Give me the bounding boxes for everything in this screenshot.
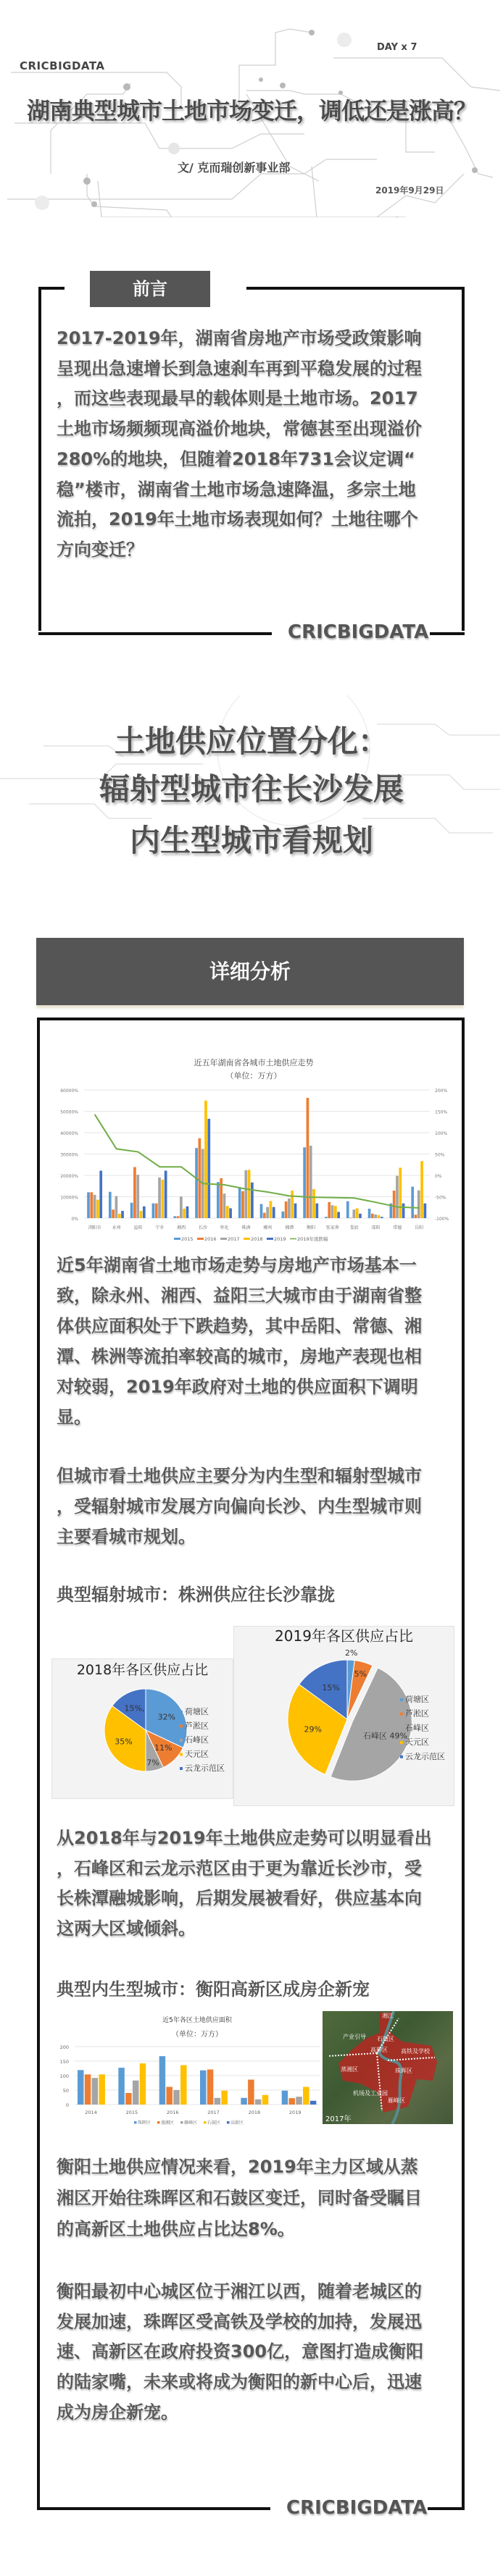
map-label: 高新区	[370, 2047, 388, 2053]
bar-2018	[96, 1200, 99, 1218]
map-label: 高铁及学校	[401, 2048, 430, 2055]
section-heading: 典型辐射城市：株洲供应往长沙靠拢	[57, 1585, 335, 1605]
pie-title: 2018年各区供应占比	[76, 1662, 209, 1678]
legend-label: 石峰区	[405, 1723, 429, 1733]
bar-2016	[155, 1204, 158, 1218]
bar-2016	[133, 1167, 136, 1218]
bar-2015	[109, 1192, 112, 1218]
text-line: 显。	[57, 1407, 91, 1427]
legend-label: 2018	[251, 1236, 263, 1242]
text-line: ，而这些表现最早的载体则是土地市场。2017	[57, 388, 418, 409]
legend-label: 2019	[274, 1236, 286, 1242]
bar-2019	[121, 1211, 124, 1218]
category-label: 2018	[248, 2110, 261, 2115]
bar-2019	[402, 1204, 405, 1218]
pie-value-label: 35%	[115, 1737, 133, 1747]
city-land-supply-chart	[43, 1054, 464, 1249]
publish-date: 2019年9月29日	[375, 185, 444, 196]
bar-2017	[158, 1178, 161, 1218]
y-tick-label: 50000%	[60, 1109, 78, 1115]
bar-珠晖区	[78, 2070, 84, 2105]
category-label: 长沙	[198, 1225, 207, 1230]
series-label: DAY x 7	[377, 42, 417, 53]
y-tick-label: 150	[59, 2059, 69, 2065]
bar-2018	[140, 1211, 143, 1218]
line-point	[418, 1207, 420, 1209]
bar-2019	[207, 1119, 210, 1218]
legend-label: 天元区	[185, 1749, 209, 1759]
line-series-change	[95, 1115, 419, 1208]
legend-label: 2015	[181, 1236, 194, 1242]
map-label: 机场及工业园	[353, 2090, 388, 2097]
y-tick-label: 50	[62, 2088, 69, 2094]
bar-2017	[353, 1209, 356, 1218]
bar-2017	[396, 1176, 399, 1218]
y-tick-label: 200	[59, 2044, 69, 2050]
legend-swatch	[180, 1725, 183, 1728]
text-line: 从2018年与2019年土地供应走势可以明显看出	[57, 1828, 432, 1848]
text-line: 流拍，2019年土地市场表现如何？土地往哪个	[57, 509, 418, 530]
line-point	[354, 1197, 355, 1199]
legend-label: 雁峰区	[184, 2120, 198, 2126]
legend-swatch	[227, 2121, 230, 2124]
text-line: 稳”楼市，湖南省土地市场急速降温，多宗土地	[57, 479, 416, 500]
line-point	[267, 1191, 269, 1193]
bar-2019	[294, 1204, 297, 1218]
bar-高新区	[310, 2101, 317, 2105]
category-label: 2016	[166, 2110, 179, 2115]
preface-box-bottom-border	[38, 632, 272, 635]
legend-label: 蒸湘区	[161, 2120, 175, 2126]
pie-value-label: 32%	[157, 1712, 176, 1722]
text-line: 呈现出急速增长到急速刹车再到平稳发展的过程	[57, 358, 422, 379]
preface-tag: 前言	[90, 271, 210, 307]
bar-2019	[424, 1204, 427, 1218]
y2-tick-label: 50%	[435, 1152, 445, 1158]
category-label: 株洲	[241, 1225, 251, 1230]
y-tick-label: 40000%	[60, 1131, 78, 1136]
bar-2018	[118, 1214, 121, 1218]
bar-蒸湘区	[288, 2098, 295, 2105]
bar-2019	[143, 1207, 146, 1218]
bar-珠晖区	[200, 2071, 207, 2105]
legend-swatch	[400, 1755, 403, 1758]
line-point	[180, 1166, 182, 1167]
brand-logo-text: CRICBIGDATA	[20, 59, 105, 72]
preface-box-bottom-border	[430, 632, 465, 635]
text-line: 潭、株洲等流拍率较高的城市，房地产表现也相	[57, 1346, 422, 1367]
bar-珠晖区	[282, 2091, 288, 2105]
bar-2016	[307, 1098, 309, 1218]
bar-2015	[217, 1182, 220, 1218]
category-label: 宁乡	[155, 1225, 165, 1230]
bar-蒸湘区	[85, 2074, 91, 2105]
bar-2015	[173, 1216, 176, 1218]
category-label: 益阳	[133, 1225, 143, 1230]
line-point	[159, 1166, 161, 1167]
pie-value-label: 15%,	[124, 1703, 145, 1713]
bar-石鼓区	[140, 2063, 146, 2105]
legend-swatch	[180, 1739, 183, 1742]
bar-2015	[346, 1201, 349, 1218]
y2-tick-label: 150%	[435, 1109, 448, 1115]
bar-珠晖区	[159, 2056, 166, 2105]
bar-2019	[229, 1208, 232, 1218]
legend-swatch	[400, 1698, 403, 1701]
bar-2019	[251, 1183, 254, 1218]
bar-雁峰区	[92, 2078, 99, 2105]
legend-label: 石鼓区	[207, 2120, 221, 2126]
bar-2018	[334, 1206, 337, 1218]
headline-line-3: 内生型城市看规划	[129, 823, 373, 858]
bar-2015	[303, 1147, 306, 1218]
hengyang-district-supply-chart	[43, 2010, 323, 2129]
y-tick-label: 0%	[71, 1217, 78, 1222]
bar-2019	[381, 1217, 383, 1218]
bar-石鼓区	[99, 2074, 105, 2105]
legend-swatch	[400, 1713, 403, 1716]
bar-2018	[312, 1189, 315, 1218]
text-line: 长株潭融城影响，后期发展被看好，供应基本向	[57, 1888, 422, 1909]
legend-label: 石峰区	[185, 1735, 209, 1745]
pie-panel-2018	[51, 1658, 233, 1799]
bar-2016	[241, 1191, 244, 1218]
text-line: 致，除永州、湘西、益阳三大城市由于湖南省整	[57, 1285, 422, 1306]
text-line: 但城市看土地供应主要分为内生型和辐射型城市	[57, 1466, 422, 1486]
article-title: 湖南典型城市土地市场变迁，调低还是涨高？	[26, 97, 476, 125]
bar-2018	[291, 1191, 294, 1218]
bar-2016	[393, 1191, 396, 1218]
bar-2016	[177, 1216, 180, 1218]
category-label: 浏阳市	[88, 1225, 101, 1230]
category-label: 怀化	[220, 1225, 229, 1230]
text-line: 的高新区土地供应占比达8%。	[57, 2219, 295, 2239]
text-line: 速、高新区在政府投资300亿，意图打造成衡阳	[57, 2341, 424, 2362]
bar-2019	[273, 1207, 275, 1218]
bar-2015	[130, 1203, 133, 1218]
bar-2018	[183, 1209, 186, 1218]
bar-蒸湘区	[166, 2087, 172, 2105]
legend-swatch	[197, 1238, 204, 1240]
legend-swatch	[180, 2121, 183, 2124]
bar-2017	[417, 1191, 420, 1218]
bar-雁峰区	[296, 2097, 302, 2105]
y2-tick-label: 200%	[435, 1088, 448, 1094]
line-point	[94, 1114, 96, 1115]
bar-2016	[199, 1138, 201, 1218]
text-line: ，受辐射城市发展方向偏向长沙、内生型城市则	[57, 1496, 422, 1516]
y2-tick-label: -50%	[435, 1195, 446, 1201]
y-tick-label: 0	[65, 2102, 69, 2108]
hengyang-map	[323, 2011, 453, 2124]
y2-tick-label: -100%	[435, 1217, 449, 1222]
bar-珠晖区	[241, 2098, 247, 2105]
legend-swatch	[157, 2121, 160, 2124]
text-line: 这两大区域倾斜。	[57, 1918, 196, 1939]
analysis-footer-brand: CRICBIGDATA	[286, 2497, 428, 2519]
bar-2019	[165, 1171, 167, 1218]
text-line: 近5年湖南省土地市场走势与房地产市场基本一	[57, 1255, 417, 1275]
legend-swatch	[244, 1238, 250, 1240]
bar-2015	[368, 1209, 371, 1218]
y2-tick-label: 0%	[435, 1174, 442, 1179]
bar-2015	[281, 1212, 284, 1218]
bar-2019	[315, 1204, 318, 1218]
pie-chart-2019	[234, 1627, 454, 1805]
line-point	[224, 1184, 225, 1186]
bar-2015	[195, 1148, 198, 1218]
legend-label: 荷塘区	[185, 1707, 209, 1716]
category-label: 郴州	[263, 1225, 273, 1230]
pie-value-label: 29%	[304, 1724, 322, 1734]
y-tick-label: 10000%	[60, 1195, 78, 1201]
bar-2016	[285, 1201, 288, 1218]
legend-swatch	[134, 2121, 137, 2124]
bar-2017	[93, 1195, 96, 1218]
pie-value-label: 15%	[322, 1683, 340, 1693]
bar-蒸湘区	[125, 2093, 132, 2105]
bar-2018	[161, 1180, 164, 1218]
pie-panel-2019	[233, 1626, 454, 1806]
chart-subtitle: （单位：万方）	[225, 1071, 282, 1081]
chart-title: 近5年各区土地供应面积	[162, 2017, 232, 2024]
category-label: 岳阳	[415, 1225, 424, 1230]
bar-2019	[99, 1171, 102, 1218]
legend-swatch	[400, 1741, 403, 1744]
pie-value-label: 5%	[354, 1669, 367, 1679]
legend-label: 云龙示范区	[185, 1763, 225, 1773]
analysis-tag-bar: 详细分析	[36, 938, 464, 1005]
bar-石鼓区	[221, 2091, 228, 2105]
legend-swatch	[180, 1753, 183, 1756]
headline-line-1: 土地供应位置分化：	[114, 723, 388, 759]
bar-2017	[309, 1146, 312, 1218]
legend-label: 2019年涨跌幅	[297, 1236, 328, 1242]
bar-雁峰区	[133, 2081, 139, 2105]
category-label: 2019	[288, 2110, 302, 2115]
map-label: 蒸湘区	[341, 2066, 358, 2073]
bar-2017	[266, 1207, 269, 1218]
text-line: 对较弱，2019年政府对土地的供应面积下调明	[57, 1377, 418, 1397]
bar-石鼓区	[262, 2095, 269, 2105]
legend-label: 芦淞区	[405, 1708, 429, 1719]
bar-2018	[204, 1101, 207, 1218]
preface-box-top-border	[38, 287, 65, 290]
legend-swatch	[204, 2121, 207, 2124]
analysis-box-bottom-border	[428, 2507, 462, 2510]
chart-subtitle: （单位：万方）	[172, 2031, 223, 2039]
bar-雁峰区	[215, 2098, 221, 2105]
bar-2018	[356, 1208, 359, 1218]
byline: 文/ 克而瑞创新事业部	[178, 161, 291, 175]
text-line: 土地市场频频现高溢价地块，常德甚至出现溢价	[57, 419, 422, 440]
line-point	[246, 1188, 247, 1190]
bar-2016	[112, 1209, 115, 1218]
bar-2017	[136, 1175, 139, 1218]
category-label: 邵阳	[371, 1225, 381, 1230]
text-line: 成为房企新宠。	[57, 2401, 178, 2422]
text-line: 方向变迁？	[57, 539, 144, 560]
legend-swatch	[174, 1238, 180, 1240]
line-point	[310, 1196, 312, 1198]
text-line: 2017-2019年，湖南省房地产市场受政策影响	[57, 328, 422, 348]
legend-label: 高新区	[230, 2120, 244, 2126]
bar-2017	[244, 1170, 247, 1218]
y-tick-label: 20000%	[60, 1174, 78, 1179]
bar-2018	[399, 1167, 402, 1218]
text-line: 衡阳土地供应情况来看，2019年主力区域从蒸	[57, 2157, 418, 2177]
text-line: 体供应面积处于下跌趋势，其中岳阳、常德、湘	[57, 1316, 422, 1336]
legend-swatch	[267, 1238, 273, 1240]
y2-tick-label: 100%	[435, 1131, 448, 1136]
legend-swatch	[220, 1238, 227, 1240]
bar-2015	[260, 1204, 263, 1218]
legend-label: 珠晖区	[138, 2120, 151, 2126]
bar-2018	[420, 1161, 423, 1218]
bar-2016	[90, 1192, 93, 1218]
bar-雁峰区	[173, 2090, 180, 2105]
map-label: 湘江	[382, 2013, 394, 2019]
category-label: 湘西	[177, 1225, 186, 1230]
bar-蒸湘区	[207, 2070, 214, 2105]
category-label: 2017	[207, 2110, 220, 2115]
bar-2016	[328, 1202, 331, 1218]
map-label: 珠晖区	[395, 2068, 412, 2074]
legend-swatch	[400, 1727, 403, 1729]
y-tick-label: 100	[59, 2073, 69, 2079]
legend-swatch	[180, 1711, 183, 1713]
section-heading: 典型内生型城市：衡阳高新区成房企新宠	[57, 1979, 370, 2000]
bar-2015	[325, 1217, 328, 1218]
bar-2017	[180, 1196, 183, 1218]
pie-value-label: 2%	[345, 1648, 358, 1658]
bar-石鼓区	[303, 2087, 309, 2105]
category-label: 2014	[85, 2110, 97, 2115]
text-line: 湘区开始往珠晖区和石鼓区变迁，同时备受瞩目	[57, 2188, 422, 2208]
bar-2015	[238, 1188, 241, 1218]
y-tick-label: 60000%	[60, 1088, 78, 1094]
text-line: 发展加速，珠晖区受高铁及学校的加持，发展迅	[57, 2311, 422, 2332]
legend-label: 2017	[228, 1236, 240, 1242]
bar-2016	[263, 1213, 266, 1218]
bar-2018	[270, 1201, 273, 1218]
text-line: ，石峰区和云龙示范区由于更为靠近长沙市，受	[57, 1858, 422, 1879]
category-label: 2015	[125, 2110, 138, 2115]
bar-2016	[349, 1217, 352, 1218]
bar-雁峰区	[255, 2099, 262, 2105]
pie-value-label: 石峰区 49%	[363, 1731, 407, 1741]
line-point	[396, 1207, 398, 1208]
map-label: 石鼓区	[377, 2036, 394, 2042]
line-point	[332, 1197, 333, 1199]
bar-2019	[359, 1214, 362, 1218]
bar-2019	[186, 1207, 189, 1218]
line-point	[202, 1183, 204, 1184]
legend-label: 芦淞区	[185, 1721, 209, 1731]
bar-2017	[331, 1205, 334, 1218]
bar-2018	[248, 1170, 251, 1218]
chart-title: 近五年湖南省各城市土地供应走势	[194, 1058, 314, 1067]
pie-value-label: 7%	[146, 1758, 159, 1768]
legend-label: 云龙示范区	[405, 1751, 445, 1761]
bar-2015	[411, 1187, 414, 1218]
category-label: 娄底	[349, 1225, 359, 1230]
line-point	[116, 1149, 117, 1150]
line-point	[288, 1196, 290, 1197]
bar-2018	[378, 1215, 381, 1218]
category-label: 永州	[112, 1225, 121, 1230]
bar-2017	[288, 1199, 291, 1218]
headline-line-2: 辐射型城市往长沙发展	[99, 771, 404, 807]
text-line: 的陆家嘴，未来或将成为衡阳的新中心后，迅速	[57, 2372, 422, 2393]
map-label: 产业引导	[343, 2034, 366, 2040]
bar-蒸湘区	[248, 2080, 254, 2105]
legend-label: 天元区	[405, 1737, 429, 1748]
preface-box-top-border	[246, 287, 465, 290]
text-line: 280%的地块，但随着2018年731会议定调“	[57, 448, 415, 469]
category-label: 湘潭	[285, 1225, 294, 1230]
bar-2015	[152, 1204, 155, 1218]
pie-value-label: 11%	[154, 1743, 172, 1753]
legend-label: 荷塘区	[405, 1695, 429, 1704]
analysis-box-bottom-border	[37, 2507, 270, 2510]
bar-珠晖区	[118, 2068, 125, 2105]
line-point	[375, 1201, 377, 1203]
y-tick-label: 30000%	[60, 1152, 78, 1158]
text-line: 主要看城市规划。	[57, 1527, 196, 1547]
pie-chart-2018	[52, 1659, 233, 1798]
bar-2017	[374, 1214, 377, 1218]
bar-2015	[87, 1192, 90, 1218]
line-point	[138, 1151, 139, 1153]
category-label: 常德	[393, 1225, 402, 1230]
bar-2016	[371, 1214, 374, 1218]
map-year: 2017年	[325, 2115, 352, 2123]
bar-2017	[223, 1193, 226, 1218]
bar-2018	[226, 1206, 229, 1218]
text-line: 衡阳最初中心城区位于湘江以西，随着老城区的	[57, 2281, 422, 2302]
category-label: 衡阳	[307, 1225, 316, 1230]
map-label: 雁峰区	[388, 2097, 405, 2104]
bar-2017	[115, 1196, 118, 1218]
preface-footer-brand: CRICBIGDATA	[288, 621, 429, 643]
legend-swatch	[180, 1767, 183, 1770]
pie-title: 2019年各区供应占比	[275, 1627, 413, 1645]
bar-2019	[337, 1212, 340, 1218]
legend-label: 2016	[204, 1236, 217, 1242]
bar-2016	[415, 1214, 417, 1218]
category-label: 张家界	[325, 1225, 339, 1230]
bar-石鼓区	[180, 2065, 186, 2105]
